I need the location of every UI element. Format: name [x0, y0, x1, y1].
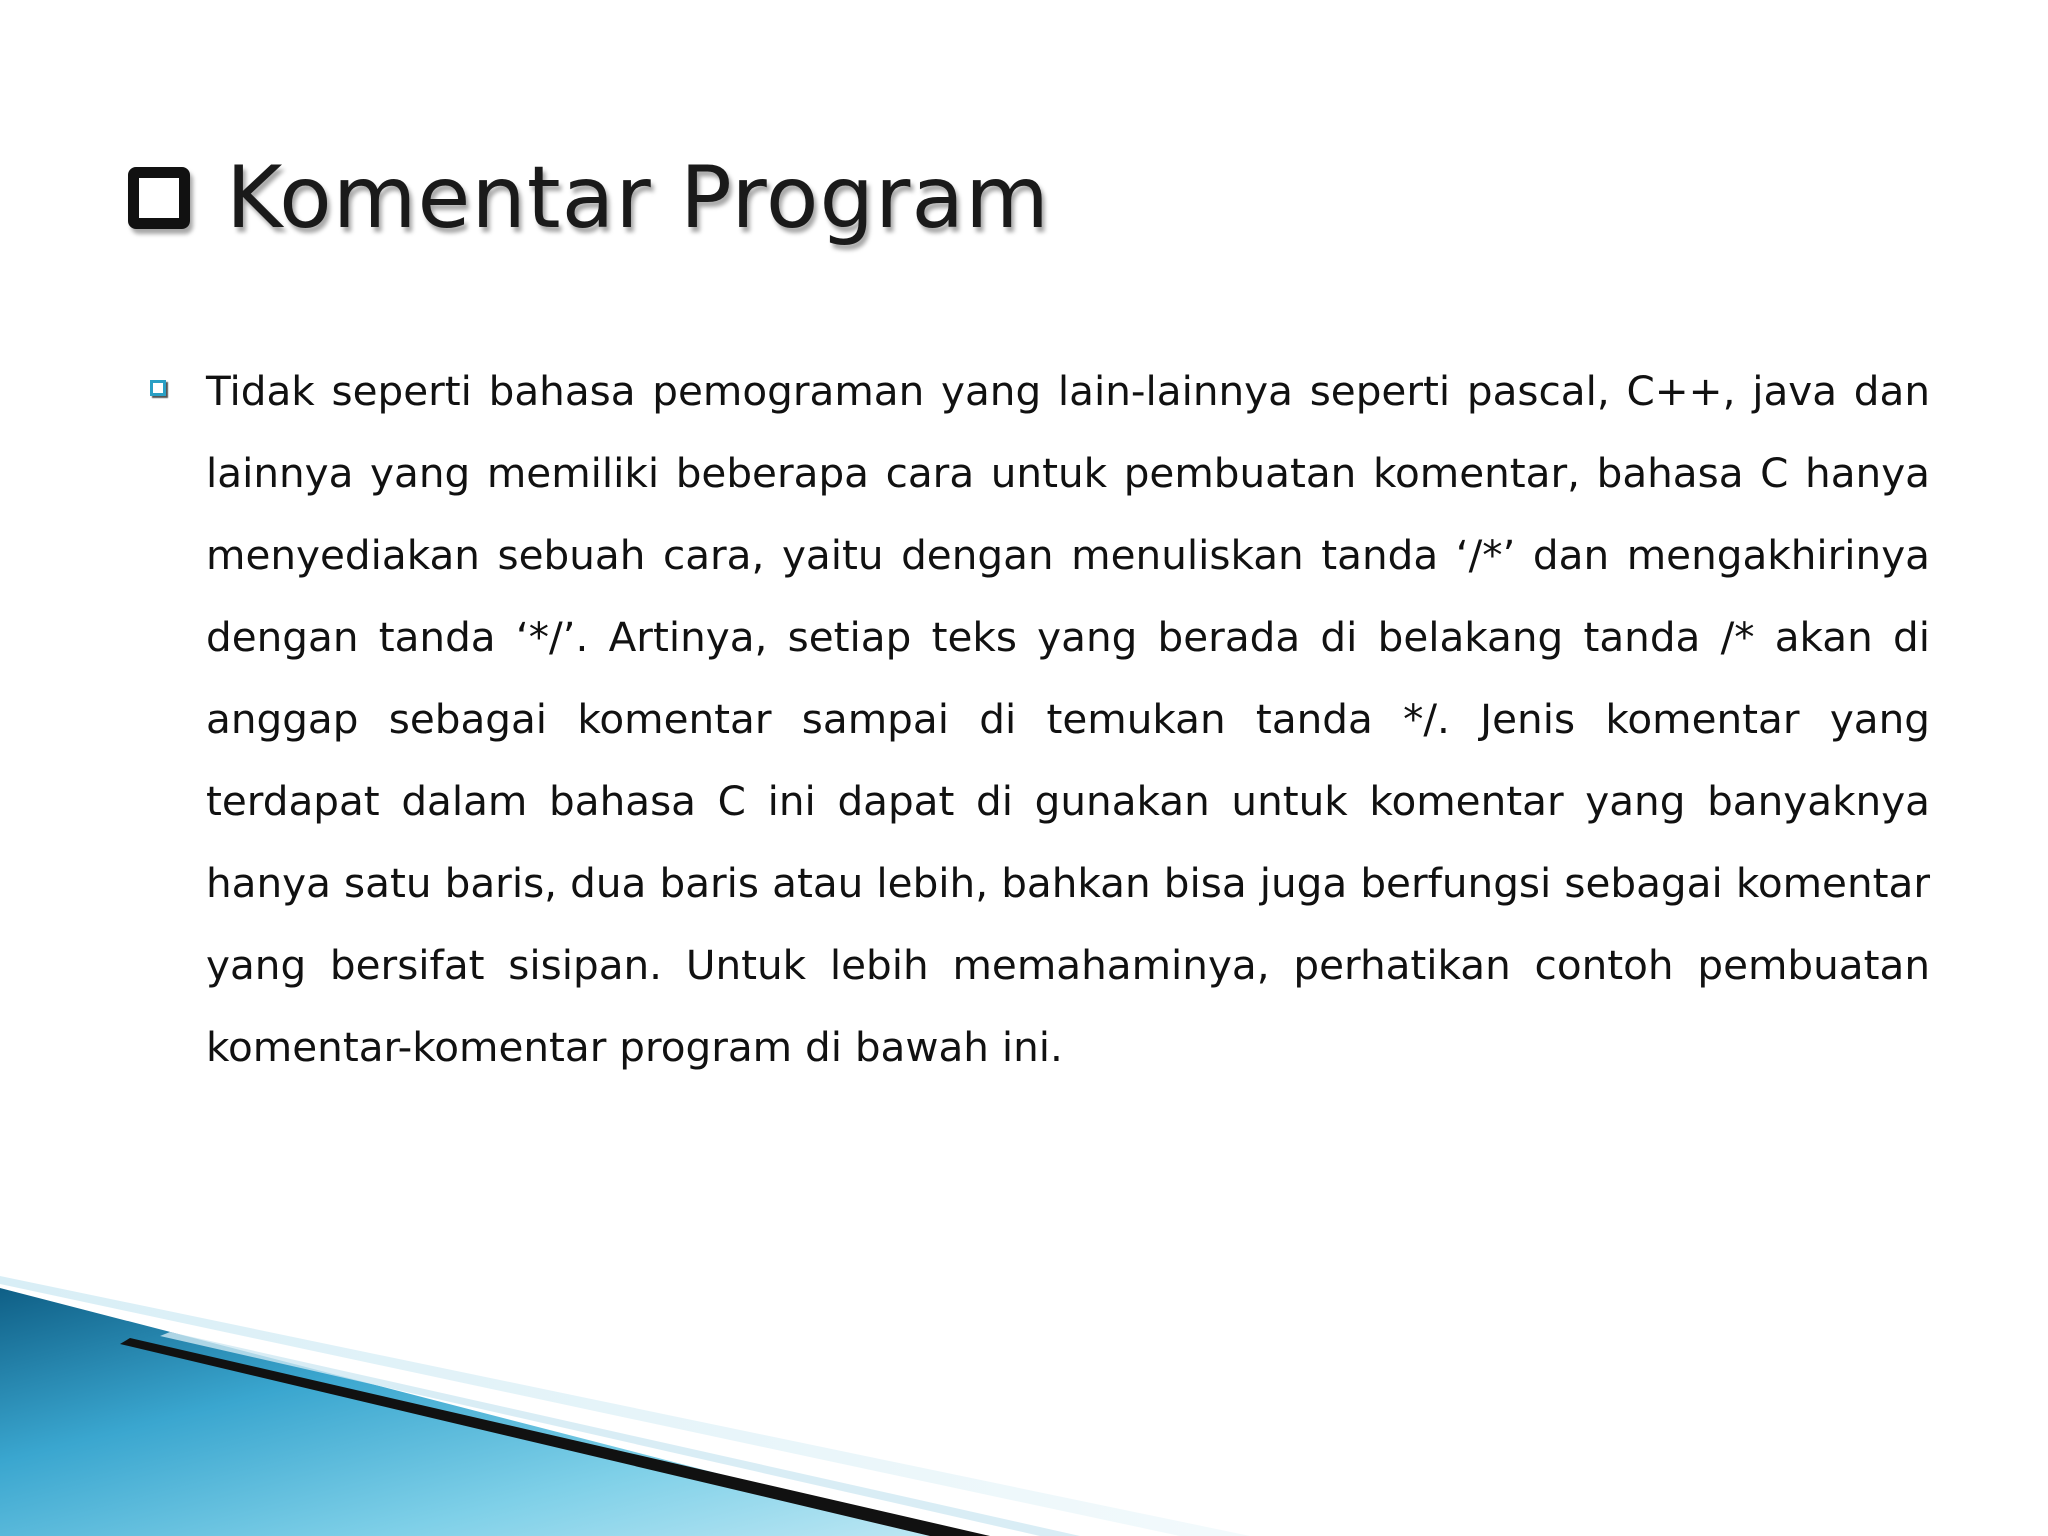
slide-title: Komentar Program — [226, 148, 1050, 248]
square-bullet-icon — [150, 380, 166, 396]
footer-swoosh-decoration — [0, 1276, 2048, 1536]
square-outline-icon — [128, 167, 190, 229]
bullet-text: Tidak seperti bahasa pemograman yang lain-lainnya seperti pascal, C++, java dan lainnya yang memiliki beberapa cara untuk pembuatan komentar, bahasa C hanya menyediakan sebuah cara, yaitu dengan menuliskan tanda ‘/*’ dan mengakhirinya dengan tanda ‘*/’. Artinya, setiap teks yang berada di belakang tanda /* akan di anggap sebagai komentar sampai di temukan tanda */. Jenis komentar yang terdapat dalam bahasa C ini dapat di gunakan untuk komentar yang banyaknya hanya satu baris, dua baris atau lebih, bahkan bisa juga berfungsi sebagai komentar yang bersifat sisipan. Untuk lebih memahaminya, perhatikan contoh pembuatan komentar-komentar program di bawah ini. — [206, 367, 1930, 1071]
slide-title-row — [128, 138, 1050, 258]
